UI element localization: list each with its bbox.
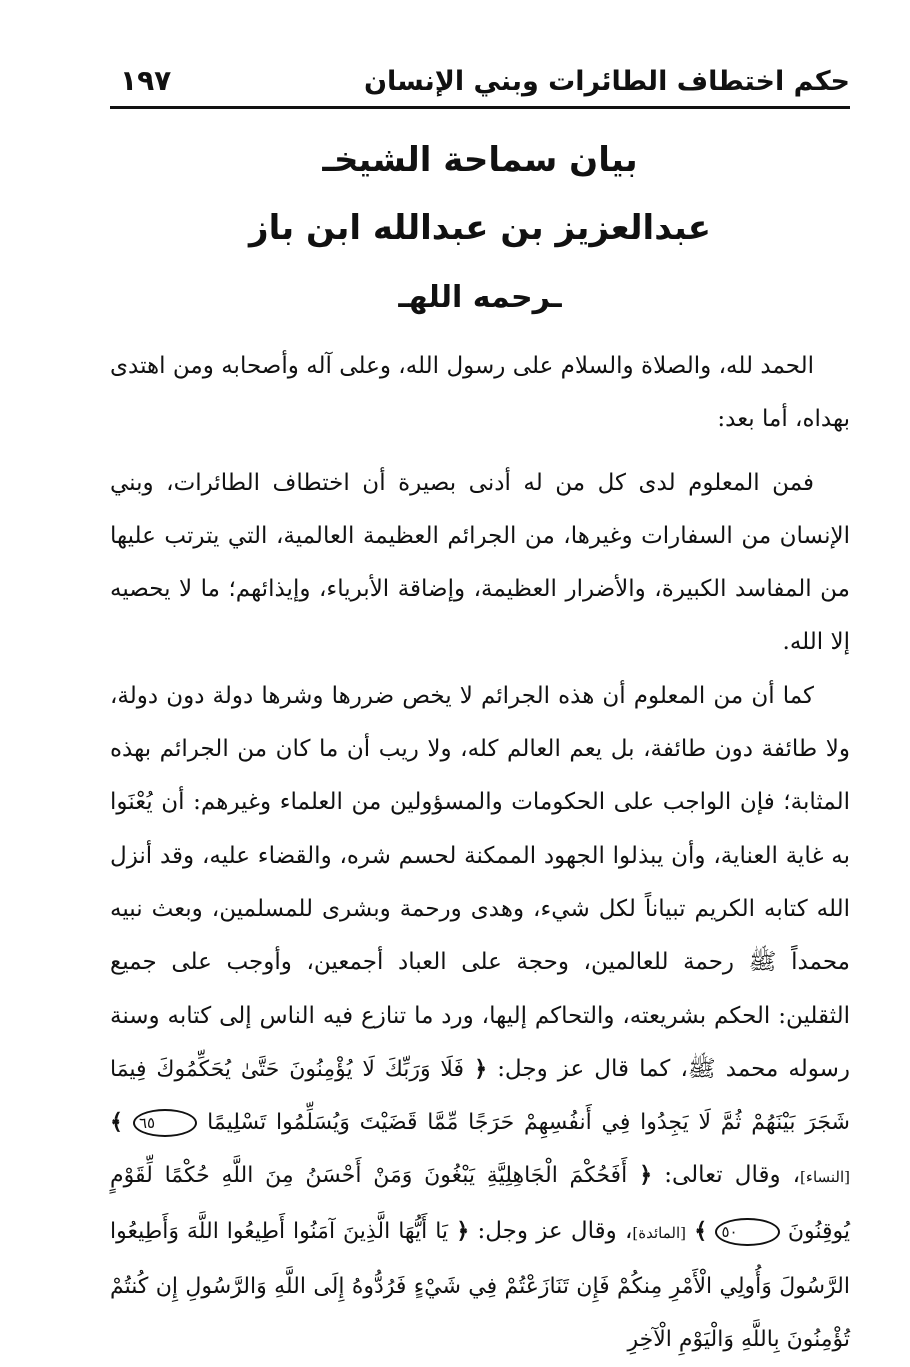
mercy-text: رحمه الله [408,280,552,315]
body-text [110,340,850,1367]
running-title: حكم اختطاف الطائرات وبني الإنسان [363,66,850,97]
mercy-invocation [110,280,850,315]
quote-close-bracket: ﴾ [110,1109,123,1136]
ayah-number-65: ٦٥ [133,1109,197,1137]
surah-ref-maidah: [المائدة] [632,1223,687,1242]
running-header [110,62,850,109]
quran-verse-maidah: أَفَحُكْمَ الْجَاهِلِيَّةِ يَبْغُونَ وَمَنْ أَحْسَنُ مِنَ اللَّهِ حُكْمًا لِّقَوْمٍ يُوقِنُونَ [110,1163,850,1244]
quote-close-bracket: ﴾ [694,1217,708,1244]
paragraph-duty-and-quran [110,670,850,1367]
statement-heading-text: بيان سماحة الشيخ [333,140,638,180]
quote-open-bracket: ﴿ [639,1162,653,1189]
surah-ref-nisa: [النساء] [800,1168,851,1187]
heading-dash: ـ [322,140,334,180]
quote-open-bracket: ﴿ [474,1055,488,1082]
page-number: ١٩٧ [120,64,172,97]
sheikh-name: عبدالعزيز بن عبدالله ابن باز [249,208,711,248]
statement-heading [110,140,850,180]
paragraph-opening: الحمد لله، والصلاة والسلام على رسول الله، وعلى آله وأصحابه ومن اهتدى بهداه، أما بعد: [110,353,850,433]
paragraph-hijacking-crime: فمن المعلوم لدى كل من له أدنى بصيرة أن اختطاف الطائرات، وبني الإنسان من السفارات وغيرها، من الجرائم العظيمة العالمية، التي يترتب عليها من المفاسد الكبيرة، والأضرار العظيمة، وإضاقة الأبرياء، وإيذائهم؛ ما لا يحصيه إلا الله. [110,469,850,656]
mercy-dash-end: ـ [398,280,409,315]
quote-open-bracket: ﴿ [456,1217,470,1244]
quran-verse-obedience: يَا أَيُّهَا الَّذِينَ آمَنُوا أَطِيعُوا اللَّهَ وَأَطِيعُوا الرَّسُولَ وَأُولِي الْأَمْرِ مِنكُمْ فَإِن تَنَازَعْتُمْ فِي شَيْءٍ فَرُدُّوهُ إِلَى اللَّهِ وَالرَّسُولِ إِن كُنتُمْ تُؤْمِنُونَ بِاللَّهِ وَالْيَوْمِ الْآخِرِ [110,1218,850,1353]
ayah-number-50: ٥٠ [715,1218,779,1246]
quran-verse-nisa: فَلَا وَرَبِّكَ لَا يُؤْمِنُونَ حَتَّىٰ يُحَكِّمُوكَ فِيمَا شَجَرَ بَيْنَهُمْ ثُمَّ لَا يَجِدُوا فِي أَنفُسِهِمْ حَرَجًا مِّمَّا قَضَيْتَ وَيُسَلِّمُوا تَسْلِيمًا [110,1056,850,1136]
connector-text: ، وقال تعالى: [664,1162,801,1189]
connector-text: ، وقال عز وجل: [477,1217,633,1244]
paragraph-duty-text: كما أن من المعلوم أن هذه الجرائم لا يخص ضررها وشرها دولة دون دولة، ولا طائفة دون طائفة، بل يعم العالم كله، ولا ريب أن ما كان من الجرائم بهذه المثابة؛ فإن الواجب على الحكومات والمسؤولين من العلماء وغيرهم: أن يُعْنَوا به غاية العناية، وأن يبذلوا الجهود الممكنة لحسم شره، والقضاء عليه، وقد أنزل الله كتابه الكريم تبياناً لكل شيء، وهدى ورحمة وبشرى للمسلمين، وبعث نبيه محمداً ﷺ رحمة للعالمين، وحجة على العباد أجمعين، وأوجب على جميع الثقلين: الحكم بشريعته، والتحاكم إليها، ورد ما تنازع فيه الناس إلى كتابه وسنة رسوله محمد ﷺ، كما قال عز وجل: [110,682,851,1082]
mercy-dash-start: ـ [551,280,562,315]
